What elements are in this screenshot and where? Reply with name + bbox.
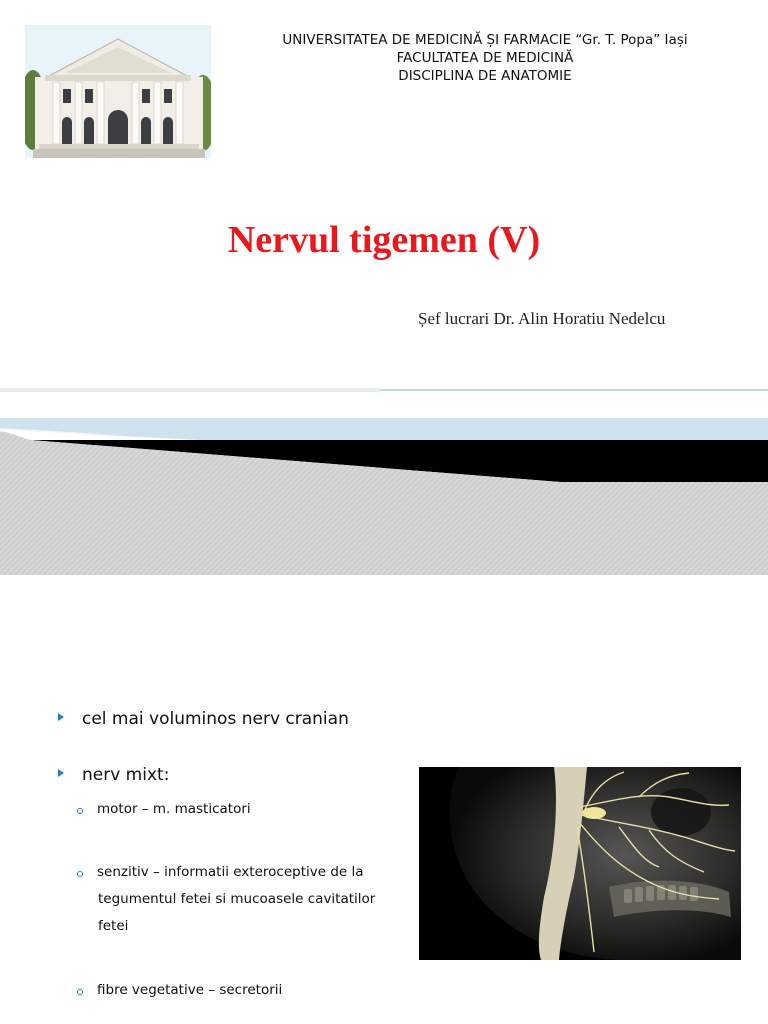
circle-bullet-icon — [77, 989, 83, 995]
circle-bullet-icon — [77, 808, 83, 814]
sub-bullet-vegetative: fibre vegetative – secretorii — [97, 982, 283, 998]
header-university: UNIVERSITATEA DE MEDICINĂ ȘI FARMACIE “Gr. T. Popa” Iași — [282, 32, 688, 48]
sub-bullet-senzitiv-line1: senzitiv – informatii exteroceptive de la — [97, 864, 364, 880]
trigeminal-nerve-illustration — [419, 767, 741, 960]
header-faculty: FACULTATEA DE MEDICINĂ — [396, 50, 574, 66]
author-name: Șef lucrari Dr. Alin Horatiu Nedelcu — [418, 309, 666, 328]
decorative-band — [0, 380, 768, 575]
sub-bullet-motor: motor – m. masticatori — [97, 801, 251, 817]
slide-title: Nervul tigemen (V) — [227, 219, 541, 261]
university-header — [220, 31, 750, 85]
triangle-bullet-icon — [58, 713, 64, 721]
sub-bullet-senzitiv-line2: tegumentul fetei si mucoasele cavitatilor — [98, 891, 376, 907]
bullet-list — [0, 575, 410, 1024]
triangle-bullet-icon — [58, 769, 64, 777]
content-slide — [0, 575, 768, 1024]
bullet-text: nerv mixt: — [82, 765, 170, 785]
bullet-text: cel mai voluminos nerv cranian — [82, 709, 349, 729]
university-building-image — [25, 25, 211, 158]
circle-bullet-icon — [77, 871, 83, 877]
sub-bullet-senzitiv-line3: fetei — [98, 918, 129, 934]
header-discipline: DISCIPLINA DE ANATOMIE — [398, 68, 572, 84]
